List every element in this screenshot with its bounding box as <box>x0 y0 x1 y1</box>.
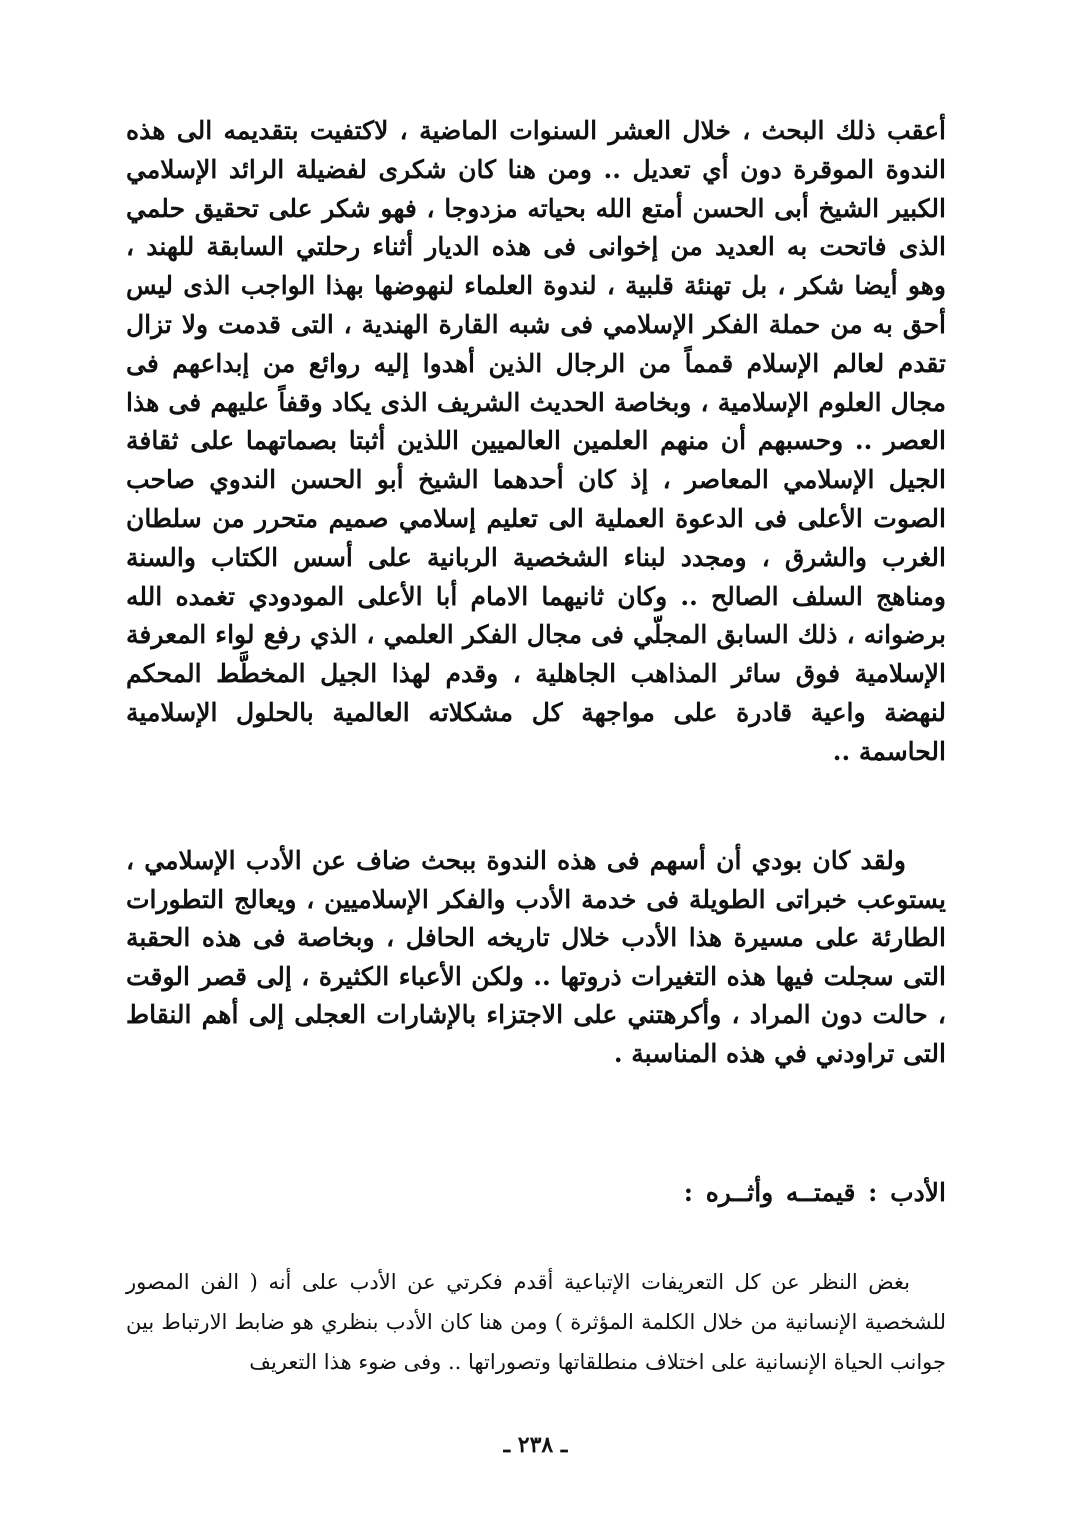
paragraph-3: بغض النظر عن كل التعريفات الإتباعية أقدم فكرتي عن الأدب على أنه ( الفن المصور للشخصية الإنسانية من خلال الكلمة المؤثرة ) ومن هنا كان الأدب بنظري هو ضابط الارتباط بين جوانب الحياة الإنسانية على اختلاف منطلقاتها وتصوراتها .. وفى ضوء هذا التعريف <box>126 1270 946 1374</box>
paragraph-1: أعقب ذلك البحث ، خلال العشر السنوات الماضية ، لاكتفيت بتقديمه الى هذه الندوة الموقرة دون أي تعديل .. ومن هنا كان شكرى لفضيلة الرائد الإسلامي الكبير الشيخ أبى الحسن أمتع الله بحياته مزدوجا ، فهو شكر على تحقيق حلمي الذى فاتحت به العديد من إخوانى فى هذه الديار أثناء رحلتي السابقة للهند ، وهو أيضا شكر ، بل تهنئة قلبية ، لندوة العلماء لنهوضها بهذا الواجب الذى ليس أحق به من حملة الفكر الإسلامي فى شبه القارة الهندية ، التى قدمت ولا تزال تقدم لعالم الإسلام قمماً من الرجال الذين أهدوا إليه روائع من إبداعهم فى مجال العلوم الإسلامية ، وبخاصة الحديث الشريف الذى يكاد وقفاً عليهم فى هذا العصر .. وحسبهم أن منهم العلمين العالميين اللذين أثبتا بصماتهما على ثقافة الجيل الإسلامي المعاصر ، إذ كان أحدهما الشيخ أبو الحسن الندوي صاحب الصوت الأعلى فى الدعوة العملية الى تعليم إسلامي صميم متحرر من سلطان الغرب والشرق ، ومجدد لبناء الشخصية الربانية على أسس الكتاب والسنة ومناهج السلف الصالح .. وكان ثانيهما الامام أبا الأعلى المودودي تغمده الله برضوانه ، ذلك السابق المجلّي فى مجال الفكر العلمي ، الذي رفع لواء المعرفة الإسلامية فوق سائر المذاهب الجاهلية ، وقدم لهذا الجيل المخطَّط المحكم لنهضة واعية قادرة على مواجهة كل مشكلاته العالمية بالحلول الإسلامية الحاسمة .. <box>126 116 946 766</box>
page-number: ـ ٢٣٨ ـ <box>503 1432 568 1458</box>
paragraph-2: ولقد كان بودي أن أسهم فى هذه الندوة ببحث ضاف عن الأدب الإسلامي ، يستوعب خبراتى الطويلة فى خدمة الأدب والفكر الإسلاميين ، ويعالج التطورات الطارئة على مسيرة هذا الأدب خلال تاريخه الحافل ، وبخاصة فى هذه الحقبة التى سجلت فيها هذه التغيرات ذروتها .. ولكن الأعباء الكثيرة ، إلى قصر الوقت ، حالت دون المراد ، وأكرهتني على الاجتزاء بالإشارات العجلى إلى أهم النقاط التى تراودني في هذه المناسبة . <box>126 846 946 1068</box>
section-heading: الأدب : قيمتــه وأثــره : <box>683 1178 946 1207</box>
